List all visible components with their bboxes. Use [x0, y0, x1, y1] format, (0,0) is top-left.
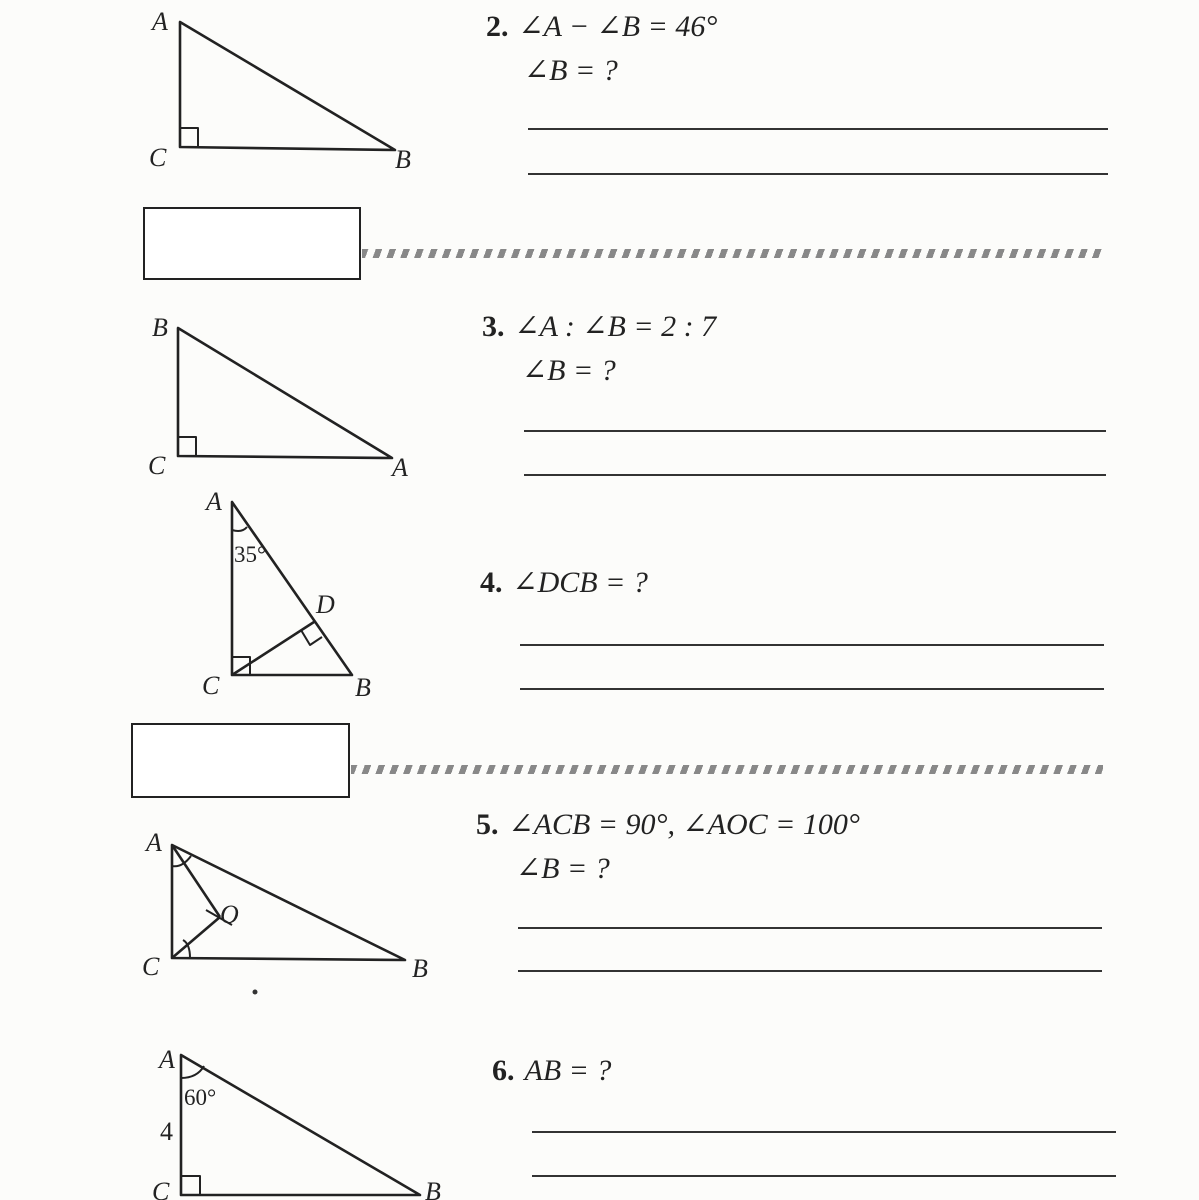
answer-line-2b[interactable] [528, 173, 1108, 175]
problem-5-number: 5. [476, 808, 499, 841]
fig4-label-O: O [220, 900, 239, 929]
problem-5 [476, 808, 860, 885]
hatch-divider-1 [362, 249, 1104, 258]
problem-4-question: ∠DCB = ? [512, 566, 648, 599]
fig3-label-B: B [355, 673, 371, 702]
triangle-figure-4 [172, 845, 405, 960]
fig2-label-C: C [148, 451, 166, 480]
fig3-label-D: D [316, 590, 335, 619]
answer-line-3b[interactable] [524, 474, 1106, 476]
fig1-label-B: B [395, 145, 411, 174]
answer-line-4a[interactable] [520, 644, 1104, 646]
problem-3-given: ∠A : ∠B = 2 : 7 [514, 310, 717, 343]
answer-line-3a[interactable] [524, 430, 1106, 432]
fig1-label-C: C [149, 143, 167, 172]
problem-2-given: ∠A − ∠B = 46° [518, 10, 718, 43]
triangle-figure-1 [180, 22, 395, 150]
fig5-angle-A: 60° [184, 1085, 217, 1110]
answer-box-1[interactable] [143, 207, 361, 280]
answer-box-2[interactable] [131, 723, 350, 798]
fig2-label-B: B [152, 313, 168, 342]
fig4-label-A: A [146, 828, 162, 857]
triangle-figure-2 [178, 328, 392, 458]
problem-3-question: ∠B = ? [522, 354, 616, 387]
answer-line-4b[interactable] [520, 688, 1104, 690]
fig3-angle-A: 35° [234, 542, 267, 567]
problem-2-number: 2. [486, 10, 509, 43]
fig5-label-A: A [159, 1045, 175, 1074]
fig5-side-AC: 4 [160, 1117, 173, 1146]
fig5-label-B: B [425, 1177, 441, 1200]
problem-5-given: ∠ACB = 90°, ∠AOC = 100° [508, 808, 860, 841]
fig3-label-A: A [206, 487, 222, 516]
problem-3 [482, 310, 717, 387]
fig4-label-B: B [412, 954, 428, 983]
problem-2 [486, 10, 718, 87]
problem-4 [480, 568, 648, 598]
stray-dot [253, 990, 258, 995]
triangle-figure-3 [232, 502, 352, 675]
fig4-label-C: C [142, 952, 160, 981]
hatch-divider-2 [351, 765, 1103, 774]
problem-3-number: 3. [482, 310, 505, 343]
problem-5-question: ∠B = ? [516, 852, 610, 885]
answer-line-6a[interactable] [532, 1131, 1116, 1133]
problem-6-question: AB = ? [524, 1054, 612, 1087]
fig5-label-C: C [152, 1177, 170, 1200]
problem-6 [492, 1056, 611, 1086]
fig3-label-C: C [202, 671, 220, 700]
triangle-figure-5 [181, 1055, 420, 1195]
problem-2-question: ∠B = ? [524, 54, 618, 87]
fig1-label-A: A [152, 7, 168, 36]
problem-6-number: 6. [492, 1054, 515, 1087]
fig2-label-A: A [392, 453, 408, 482]
answer-line-6b[interactable] [532, 1175, 1116, 1177]
answer-line-5b[interactable] [518, 970, 1102, 972]
problem-4-number: 4. [480, 566, 503, 599]
answer-line-2a[interactable] [528, 128, 1108, 130]
answer-line-5a[interactable] [518, 927, 1102, 929]
